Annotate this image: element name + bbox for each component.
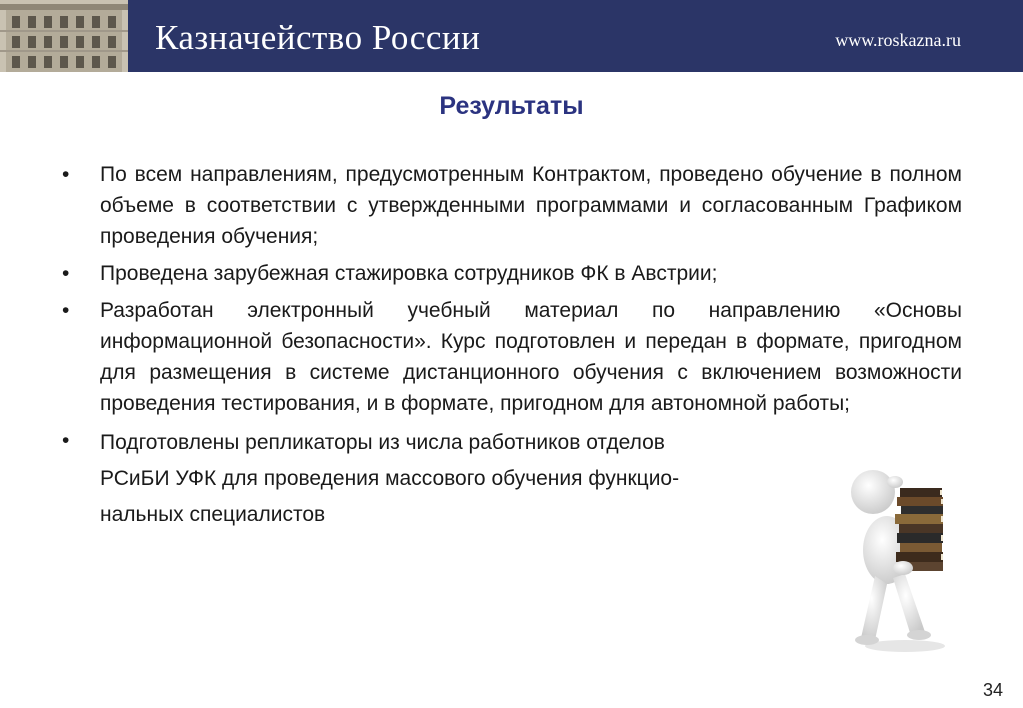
bullet-text-line: Подготовлены репликаторы из числа работников отделов: [100, 431, 665, 454]
header-title: Казначейство России: [155, 18, 481, 57]
bullet-text-line: РСиБИ УФК для проведения массового обучения функцио-: [100, 467, 680, 490]
bullet-marker: •: [62, 429, 70, 452]
bullet-text: Разработан электронный учебный материал по направлению «Основы информационной безопасности». Курс подготовлен и передан в формате, пригодном для размещения в системе дистанционного обучения с включением возможности проведения тестирования, и в формате, пригодном для автономной работы;: [100, 299, 962, 415]
list-item: [62, 295, 962, 419]
header-bar: [0, 0, 1023, 72]
bullet-marker: •: [62, 299, 70, 322]
bullet-marker: •: [62, 262, 70, 285]
bullet-list: [62, 159, 962, 539]
bullet-text: По всем направлениям, предусмотренным Контрактом, проведено обучение в полном объеме в соответствии с утвержденными программами и согласованным Графиком проведения обучения;: [100, 163, 962, 248]
building-photo: [0, 0, 128, 72]
header-url[interactable]: www.roskazna.ru: [835, 30, 961, 50]
bullet-text-line: нальных специалистов: [100, 503, 326, 526]
page-number: 34: [982, 680, 1003, 700]
bullet-text: Проведена зарубежная стажировка сотрудников ФК в Австрии;: [100, 262, 718, 285]
person-carrying-books-illustration: [845, 468, 955, 653]
list-item: [62, 258, 962, 289]
list-item: [62, 159, 962, 252]
slide-title: Результаты: [439, 92, 584, 120]
list-item: [62, 425, 962, 533]
bullet-marker: •: [62, 163, 70, 186]
